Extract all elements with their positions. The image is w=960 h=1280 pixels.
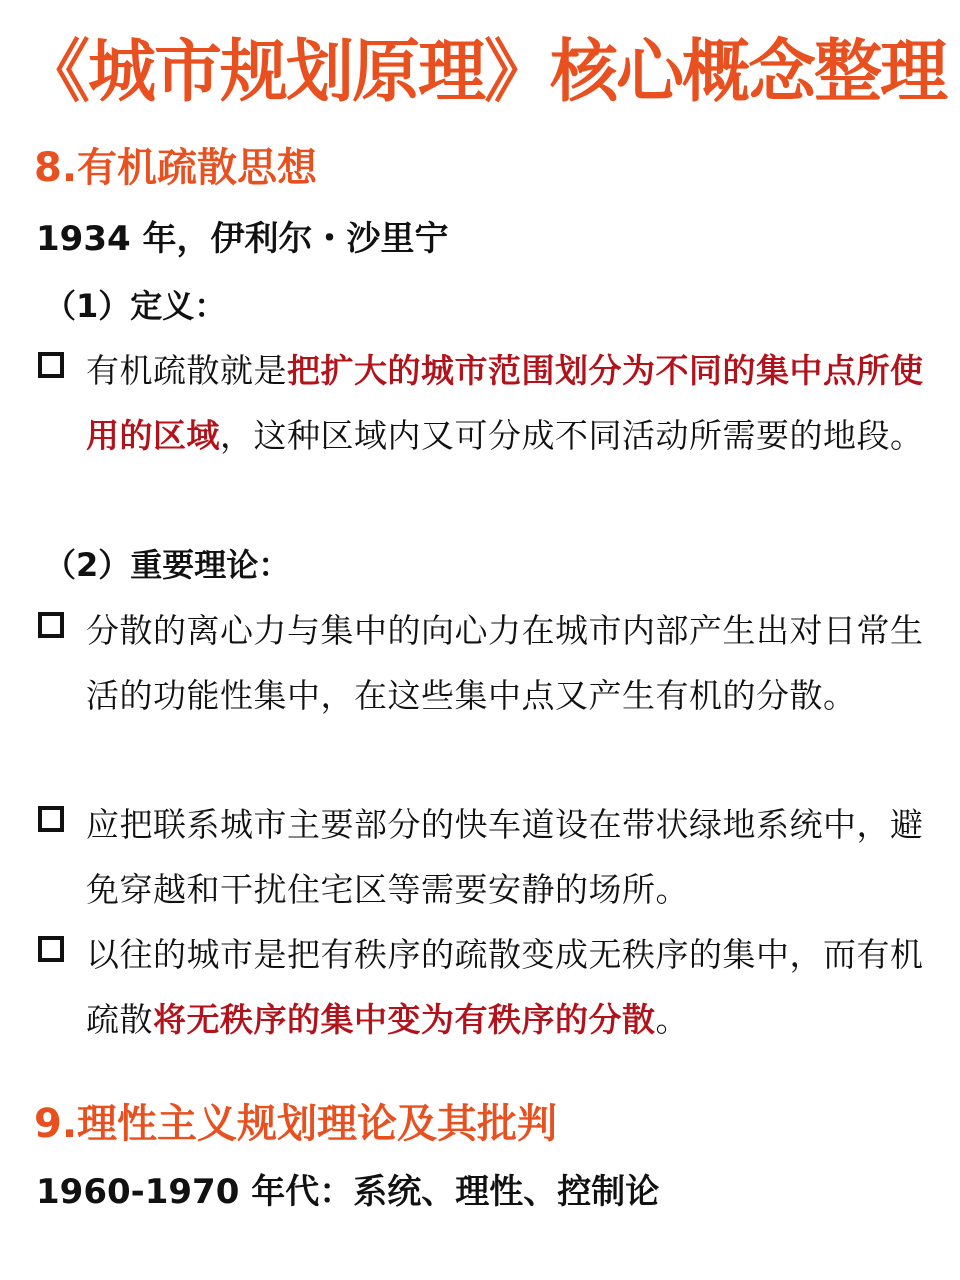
definition-highlight: 把扩大的城市范围划分为不同的集中点所使用的区域 xyxy=(86,351,924,455)
theory-text-3-pre: 以往的城市是把有秩序的疏散变成无秩序的集中，而有机疏散 xyxy=(86,935,924,1039)
checkbox-icon xyxy=(38,806,64,832)
checkbox-icon xyxy=(38,352,64,378)
section-9-origin: 1960-1970 年代：系统、理性、控制论 xyxy=(36,1172,660,1212)
checkbox-icon xyxy=(38,612,64,638)
theory-label: （2）重要理论： xyxy=(44,546,291,584)
definition-text xyxy=(86,338,926,468)
checkbox-icon xyxy=(38,936,64,962)
theory-text-1: 分散的离心力与集中的向心力在城市内部产生出对日常生活的功能性集中，在这些集中点又产生有机的分散。 xyxy=(86,611,924,715)
theory-text-2: 应把联系城市主要部分的快车道设在带状绿地系统中，避免穿越和干扰住宅区等需要安静的场所。 xyxy=(86,805,924,909)
definition-text-pre: 有机疏散就是 xyxy=(86,351,287,390)
definition-label: （1）定义： xyxy=(44,287,227,325)
section-9-heading: 9.理性主义规划理论及其批判 xyxy=(34,1101,558,1147)
theory-text-3 xyxy=(86,922,926,1052)
page-title: 《城市规划原理》核心概念整理 xyxy=(22,33,947,112)
section-8-origin: 1934 年，伊利尔・沙里宁 xyxy=(36,219,449,259)
definition-text-post: ，这种区域内又可分成不同活动所需要的地段。 xyxy=(220,416,924,455)
section-8-heading: 8.有机疏散思想 xyxy=(34,145,318,191)
theory-text-3-post: 。 xyxy=(655,1000,689,1039)
theory-3-highlight: 将无秩序的集中变为有秩序的分散 xyxy=(153,1000,656,1039)
